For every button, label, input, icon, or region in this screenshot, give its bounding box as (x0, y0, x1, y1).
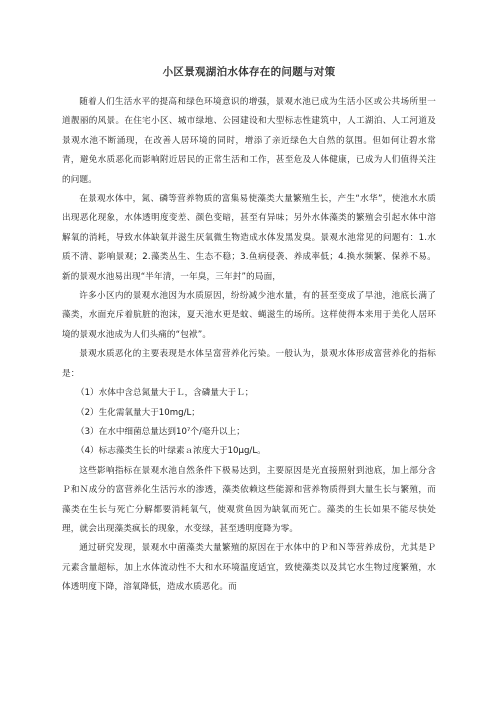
list-item: （2）生化需氧量大于10mg/L； (76, 407, 200, 418)
paragraph-intro: 随着人们生活水平的提高和绿色环境意识的增强，景观水池已成为生活小区或公共场所里一道靓丽的风景。在住宅小区、城市绿地、公园建设和大型标志性建筑中，人工湖泊、人工河道及景观水池不断涌现，在改善人居环境的同时，增添了亲近绿色大自然的氛围。但如何让碧水常青，避免水质恶化而影响附近居民的正常生活和工作，甚至危及人体健康，已成为人们值得关注的问题。 (62, 97, 436, 185)
paragraph-causes: 这些影响指标在景观水池自然条件下极易达到，主要原因是光直接照射到池底，加上部分含Ｐ和Ｎ成分的富营养化生活污水的渗透，藻类依赖这些能源和营养物质得到大量生长与繁殖，而藻类在生长与死亡分解都要消耗氧气，使观赏鱼因为缺氧而死亡。藻类的生长如果不能尽快处理，就会出现藻类疯长的现象，水变绿，甚至透明度降为零。 (62, 465, 436, 534)
paragraph-dry-pools: 许多小区内的景观水池因为水质原因，纷纷减少池水量，有的甚至变成了旱池，池底长满了藻类，水面充斥着肮脏的泡沫，夏天池水更是蚊、蝇滋生的场所。这样使得本来用于美化人居环境的景观水池成为人们头痛的“包袱”。 (62, 291, 436, 340)
document-title: 小区景观湖泊水体存在的问题与对策 (162, 66, 336, 78)
paragraph-research: 通过研究发现，景观水中菌藻类大量繁殖的原因在于水体中的Ｐ和Ｎ等营养成份，尤其是Ｐ元素含量超标，加上水体流动性不大和水环境温度适宜，致使藻类以及其它水生物过度繁殖，水体透明度下降，溶氧降低，造成水质恶化。而 (62, 543, 436, 593)
paragraph-eutrophication: 景观水质恶化的主要表现是水体呈富营养化污染。一般认为，景观水体形成富营养化的指标是： (62, 349, 436, 379)
paragraph-problems: 在景观水体中，氮、磷等营养物质的富集易使藻类大量繁殖生长，产生“水华”，使池水水质出现恶化现象，水体透明度变差、颜色变暗，甚至有异味；另外水体藻类的繁殖会引起水体中溶解氧的消耗，导致水体缺氧并滋生厌氧微生物造成水体发黑发臭。景观水池常见的问题有：1.水质不清、影响景观；2.藻类丛生、生态不稳；3.鱼病侵袭、养成率低；4.换水频繁、保养不易。新的景观水池易出现“半年清，一年臭，三年封”的局面， (62, 194, 436, 282)
list-item: （3）在水中细菌总量达到10⁷个/毫升以上； (76, 426, 245, 437)
list-item: （1）水体中含总氮量大于Ｌ，含磷量大于Ｌ； (76, 388, 254, 399)
list-item: （4）标志藻类生长的叶绿素ａ浓度大于10μg/L。 (76, 446, 266, 457)
